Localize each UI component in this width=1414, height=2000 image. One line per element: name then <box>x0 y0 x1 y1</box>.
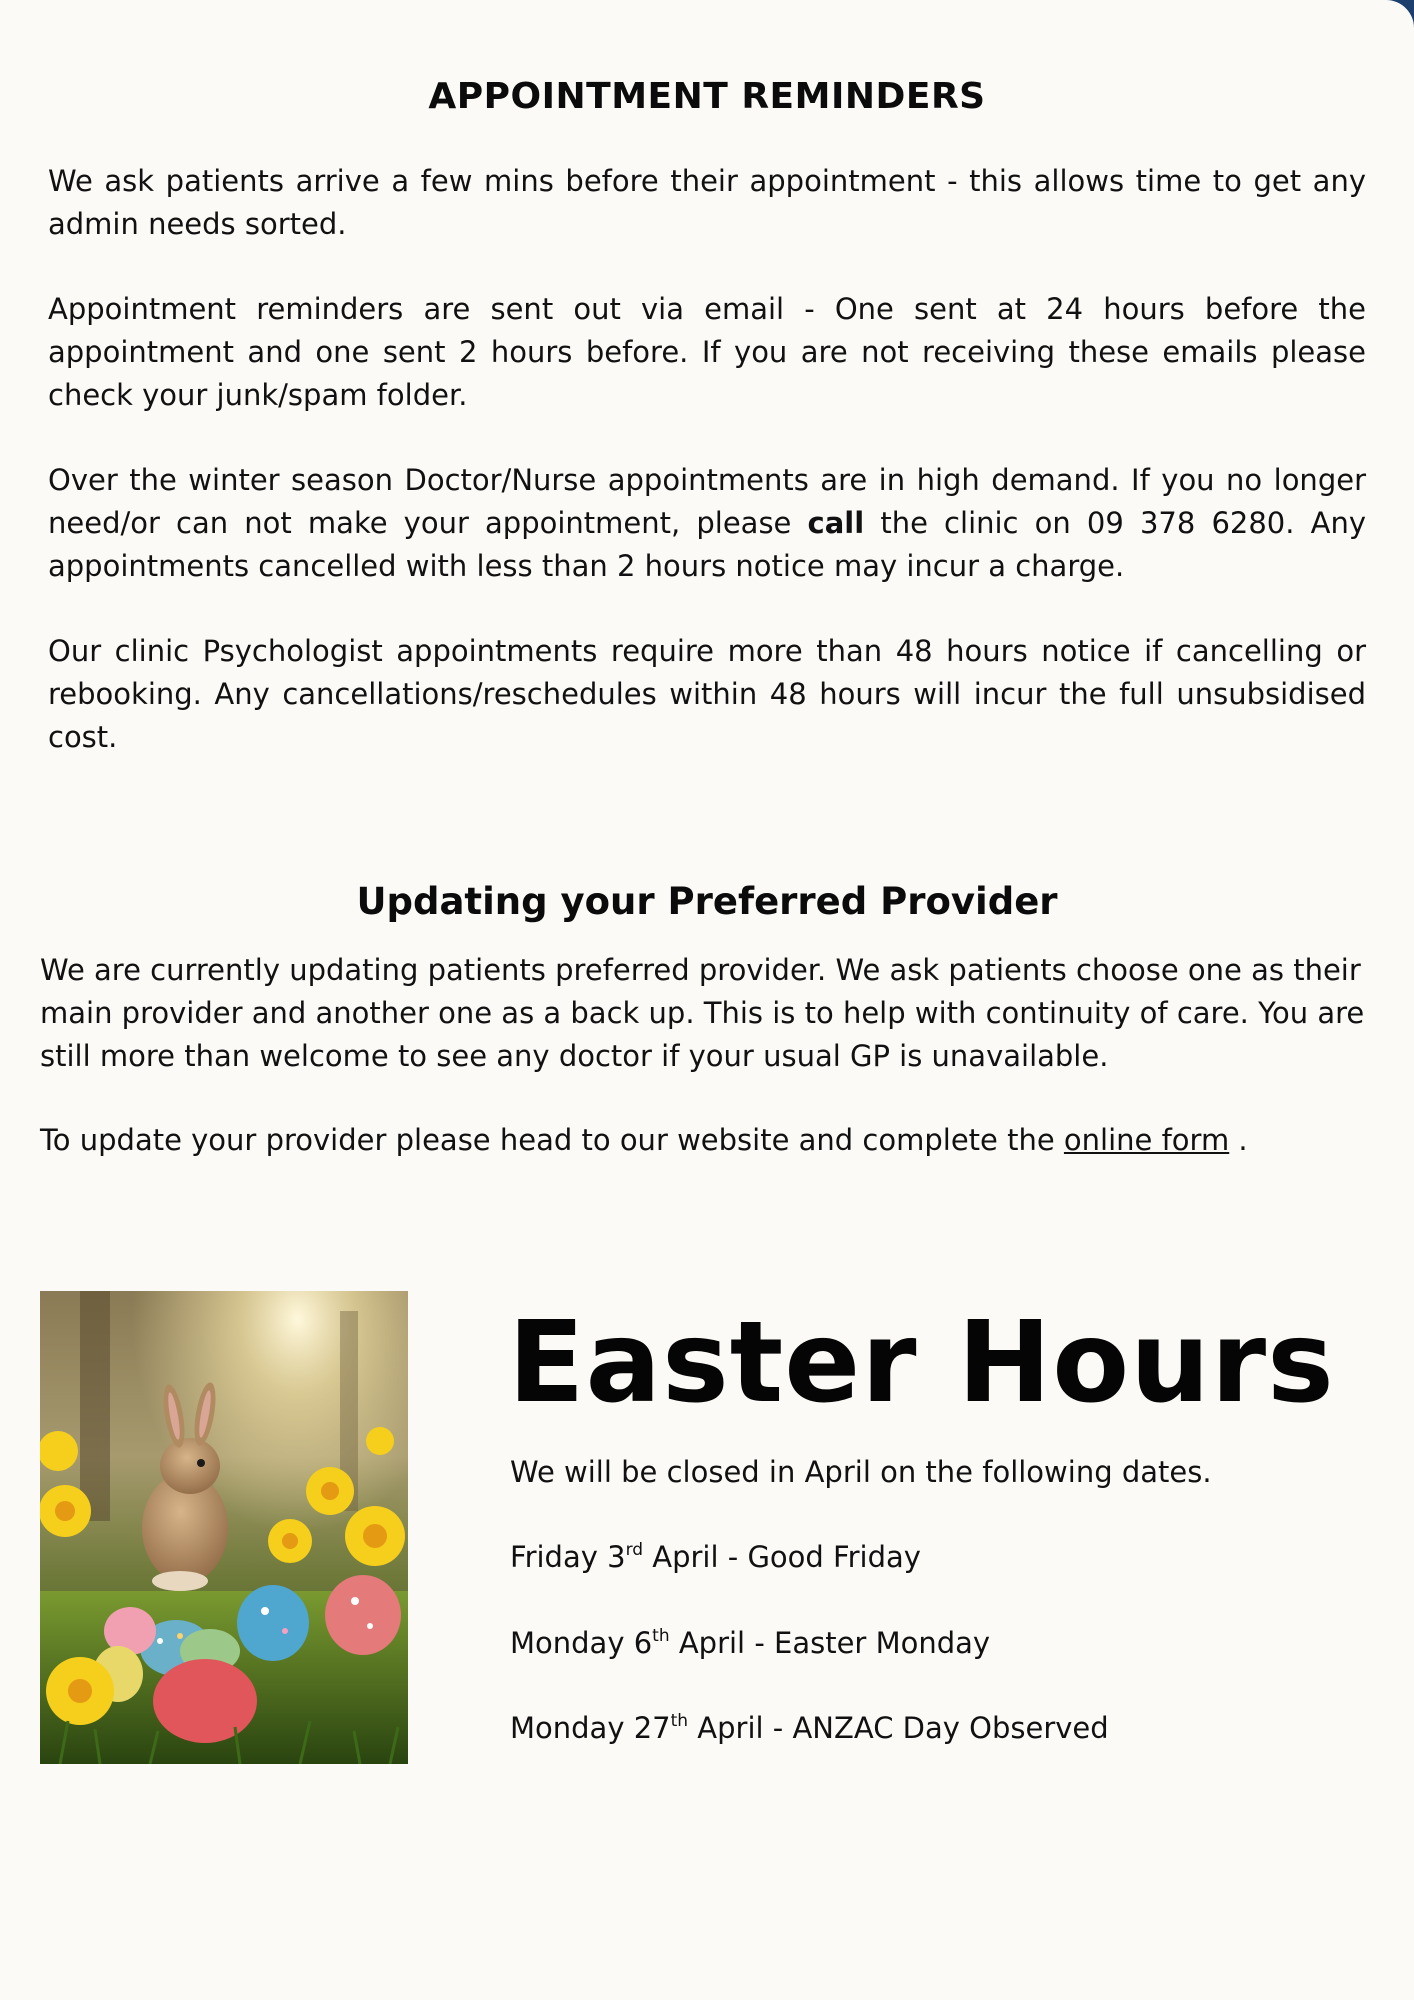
reminders-paragraph-arrival: We ask patients arrive a few mins before their appointment - this allows time to get any admin needs sorted. <box>48 164 1366 241</box>
reminders-paragraph-email: Appointment reminders are sent out via email - One sent at 24 hours before the appointment and one sent 2 hours before. If you are not receiving these emails please check your junk/spam folder. <box>48 292 1366 412</box>
easter-intro: We will be closed in April on the following dates. <box>510 1455 1212 1489</box>
provider-paragraph-info: We are currently updating patients preferred provider. We ask patients choose one as their main provider and another one as a back up. This is to help with continuity of care. You are still more than welcome to see any doctor if your usual GP is unavailable. <box>40 953 1365 1073</box>
winter-text-before: Over the winter season Doctor/Nurse appointments are in high demand. If you no longer need/or can not make your appointment, please <box>48 463 1366 540</box>
closure-description: April - Easter Monday <box>669 1626 991 1660</box>
winter-text-after: the clinic on 09 378 6280. Any appointments cancelled with less than 2 hours notice may incur a charge. <box>48 506 1366 583</box>
appointment-reminders-title: APPOINTMENT REMINDERS <box>428 76 986 117</box>
closure-day: Monday 6 <box>510 1626 653 1660</box>
closure-date-easter-monday <box>510 1623 990 1663</box>
update-text-before: To update your provider please head to our website and complete the <box>40 1123 1064 1157</box>
closure-day: Monday 27 <box>510 1711 671 1745</box>
date-suffix: th <box>670 1711 689 1731</box>
online-form-link[interactable]: online form <box>1063 1123 1230 1157</box>
call-emphasis: call <box>807 506 865 540</box>
closure-day: Friday 3 <box>510 1540 626 1574</box>
date-suffix: th <box>652 1626 670 1646</box>
closure-date-good-friday <box>510 1537 921 1577</box>
reminders-paragraph-psychologist: Our clinic Psychologist appointments require more than 48 hours notice if cancelling or rebooking. Any cancellations/reschedules within 48 hours will incur the full unsubsidised cost. <box>48 634 1366 754</box>
date-suffix: rd <box>625 1540 644 1560</box>
closure-description: April - Good Friday <box>643 1540 921 1574</box>
easter-hours-title: Easter Hours <box>508 1298 1335 1428</box>
preferred-provider-title: Updating your Preferred Provider <box>356 880 1058 923</box>
closure-date-anzac-day <box>510 1708 1109 1748</box>
reminders-paragraph-winter <box>48 459 1366 588</box>
easter-bunny-image <box>40 1291 408 1764</box>
provider-paragraph-update <box>40 1119 1370 1162</box>
closure-description: April - ANZAC Day Observed <box>688 1711 1109 1745</box>
update-text-after: . <box>1229 1123 1248 1157</box>
